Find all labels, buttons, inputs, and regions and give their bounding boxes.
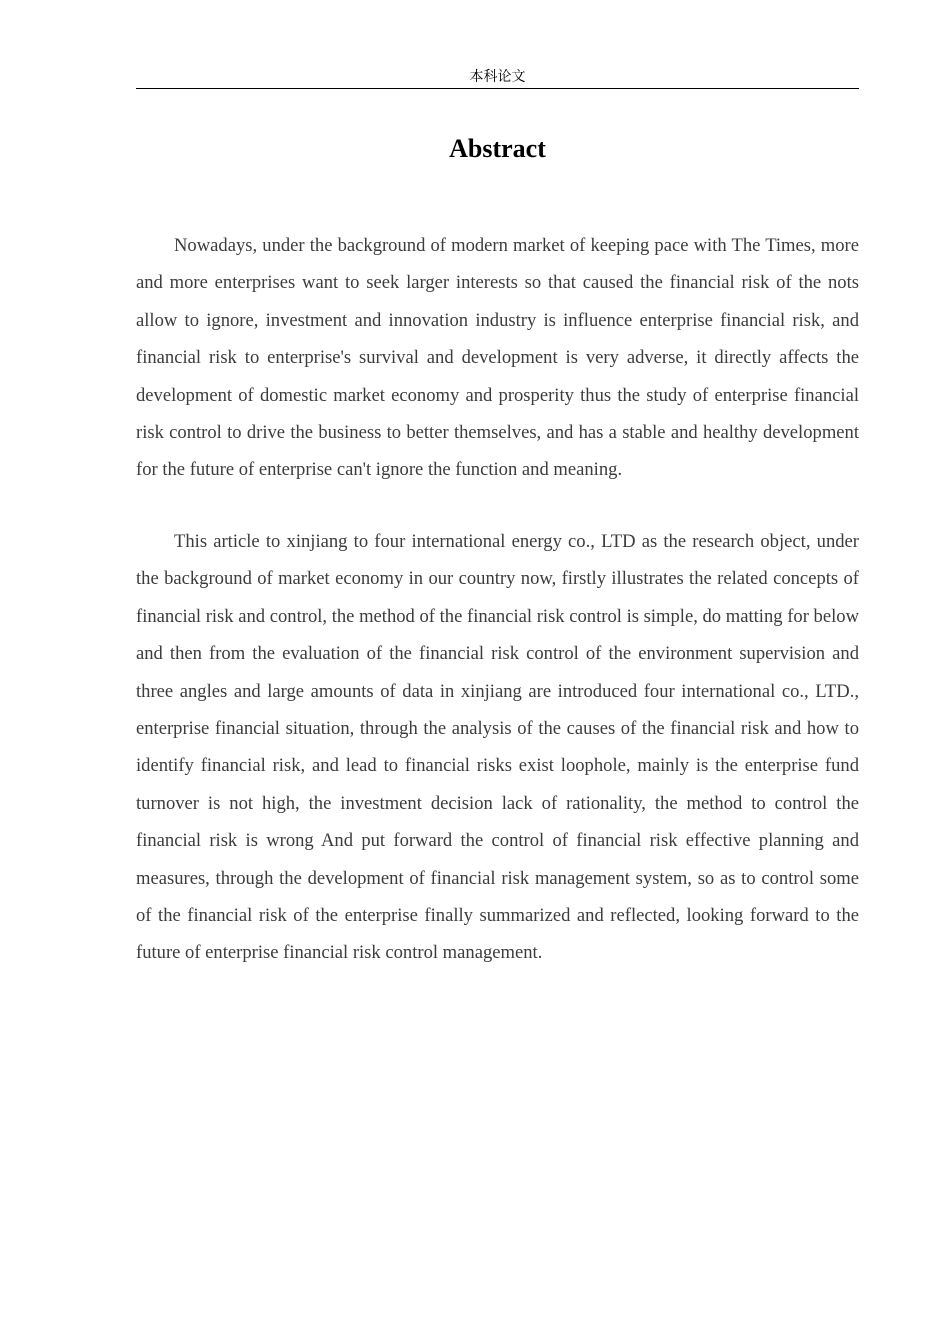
abstract-paragraph-1: Nowadays, under the background of modern market of keeping pace with The Times, more and more enterprises want to seek larger interests so that caused the financial risk of the nots allow to ignore, investment and innovation industry is influence enterprise financial risk, and financial risk to enterprise's survival and development is very adverse, it directly affects the development of domestic market economy and prosperity thus the study of enterprise financial risk control to drive the business to better themselves, and has a stable and healthy development for the future of enterprise can't ignore the function and meaning. bbox=[136, 235, 859, 481]
abstract-title: Abstract bbox=[449, 134, 546, 163]
running-header: 本科论文 bbox=[136, 66, 859, 89]
abstract-paragraph-2: This article to xinjiang to four international energy co., LTD as the research object, under the background of market economy in our country now, firstly illustrates the related concepts of financial risk and control, the method of the financial risk control is simple, do matting for below and then from the evaluation of the financial risk control of the environment supervision and three angles and large amounts of data in xinjiang are introduced four international co., LTD., enterprise financial situation, through the analysis of the causes of the financial risk and how to identify financial risk, and lead to financial risks exist loophole, mainly is the enterprise fund turnover is not high, the investment decision lack of rationality, the method to control the financial risk is wrong And put forward the control of financial risk effective planning and measures, through the development of financial risk management system, so as to control some of the financial risk of the enterprise finally summarized and reflected, looking forward to the future of enterprise financial risk control management. bbox=[136, 531, 859, 964]
